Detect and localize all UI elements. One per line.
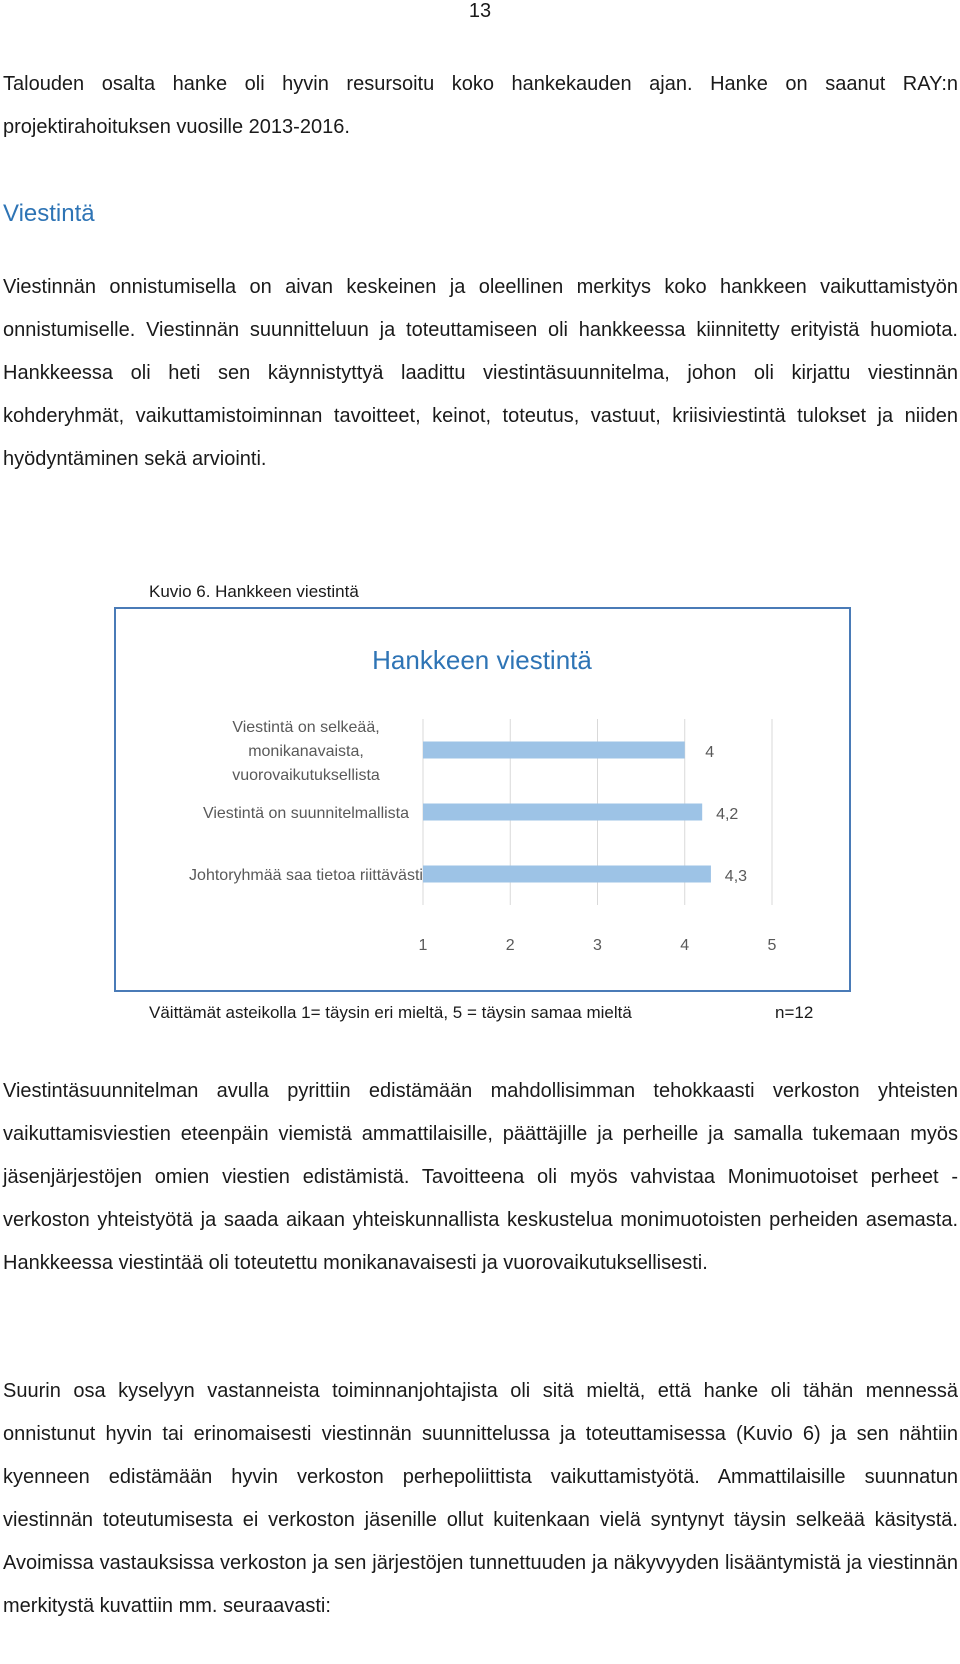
paragraph-funding: Talouden osalta hanke oli hyvin resursoitu koko hankekauden ajan. Hanke on saanut RAY:n projektirahoituksen vuosille 2013-2016. bbox=[3, 73, 958, 138]
page-number: 13 bbox=[468, 0, 492, 22]
data-label: 4 bbox=[705, 744, 715, 761]
chart-title: Hankkeen viestintä bbox=[372, 645, 592, 675]
chart-footnote: Väittämät asteikolla 1= täysin eri mieltä, 5 = täysin samaa mieltä bbox=[149, 1003, 632, 1022]
bar-chart bbox=[116, 609, 849, 990]
category-label: monikanavaista, bbox=[248, 743, 364, 760]
chart-container bbox=[114, 607, 851, 992]
paragraph-communication-intro: Viestinnän onnistumisella on aivan keskeinen ja oleellinen merkitys koko hankkeen vaikuttamistyön onnistumiselle. Viestinnän suunnitteluun ja toteuttamiseen oli hankkeessa kiinnitetty erityistä huomiota. Hankkeessa oli heti sen käynnistyttyä laadittu viestintäsuunnitelma, johon oli kirjattu viestinnän kohderyhmät, vaikuttamistoiminnan tavoitteet, keinot, toteutus, vastuut, kriisiviestintä tulokset ja niiden hyödyntäminen sekä arviointi. bbox=[3, 276, 958, 470]
bar bbox=[423, 866, 711, 883]
category-label: Viestintä on suunnitelmallista bbox=[202, 805, 410, 822]
section-heading: Viestintä bbox=[3, 200, 95, 227]
data-label: 4,3 bbox=[724, 868, 748, 885]
paragraph-communication-plan: Viestintäsuunnitelman avulla pyrittiin edistämään mahdollisimman tehokkaasti verkoston yhteisten vaikuttamisviestien eteenpäin viemistä ammattilaisille, päättäjille ja perheille ja samalla tukemaan myös jäsenjärjestöjen omien viestien edistämistä. Tavoitteena oli myös vahvistaa Monimuotoiset perheet -verkoston yhteistyötä ja saada aikaan yhteiskunnallista keskustelua monimuotoisten perheiden asemasta. Hankkeessa viestintää oli toteutettu monikanavaisesti ja vuorovaikutuksellisesti. bbox=[3, 1080, 958, 1274]
x-tick-label: 3 bbox=[593, 937, 602, 954]
sample-size-label: n=12 bbox=[775, 1003, 814, 1022]
x-tick-label: 5 bbox=[767, 937, 777, 954]
x-tick-label: 2 bbox=[505, 937, 515, 954]
x-tick-label: 4 bbox=[680, 937, 690, 954]
category-label: vuorovaikutuksellista bbox=[232, 767, 380, 784]
bar bbox=[423, 742, 685, 759]
bar bbox=[423, 804, 702, 821]
figure-caption: Kuvio 6. Hankkeen viestintä bbox=[149, 582, 359, 601]
paragraph-survey-results: Suurin osa kyselyyn vastanneista toiminnanjohtajista oli sitä mieltä, että hanke oli tähän mennessä onnistunut hyvin tai erinomaisesti viestinnän suunnittelussa ja toteuttamisessa (Kuvio 6) ja sen nähtiin kyenneen edistämään hyvin verkoston perhepoliittista vaikuttamistyötä. Ammattilaisille suunnatun viestinnän toteutumisesta ei verkoston jäsenille ollut kuitenkaan vielä syntynyt täysin selkeää käsitystä. Avoimissa vastauksissa verkoston ja sen järjestöjen tunnettuuden ja näkyvyyden lisääntymistä ja viestinnän merkitystä kuvattiin mm. seuraavasti: bbox=[3, 1380, 958, 1617]
x-tick-label: 1 bbox=[418, 937, 428, 954]
category-label: Johtoryhmää saa tietoa riittävästi bbox=[189, 867, 423, 884]
data-label: 4,2 bbox=[716, 806, 739, 823]
category-label: Viestintä on selkeää, bbox=[232, 719, 380, 736]
